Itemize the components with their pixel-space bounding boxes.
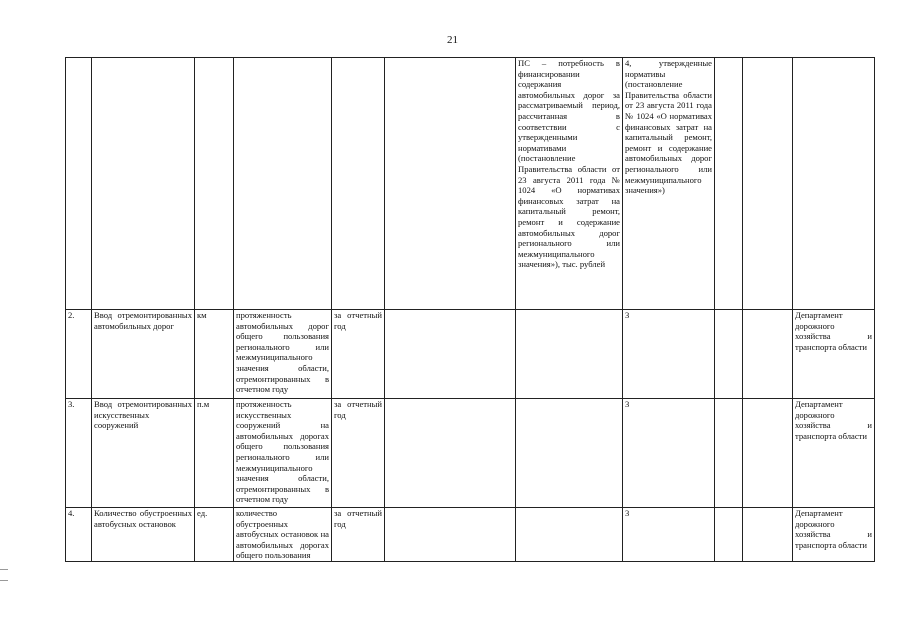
table-row (66, 508, 875, 562)
cell-empty (234, 58, 332, 310)
cell-empty (385, 399, 516, 508)
table-row (66, 399, 875, 508)
cell-empty (715, 310, 743, 399)
code-cell: 3 (623, 399, 715, 508)
code-cell: 3 (623, 508, 715, 562)
responsible-cell: Департамент дорожного хозяйства и транспорта области (793, 399, 875, 508)
indicator-name: Ввод отремонтированных искусственных сооружений (92, 399, 195, 508)
code-cell: 3 (623, 310, 715, 399)
data-source-cell: 4, утвержденные нормативы (постановление Правительства области от 23 августа 2011 года № 1024 «О нормативах финансовых затрат на капитальный ремонт, ремонт и содержание автомобильных дорог регионального или межмуниципального значения») (623, 58, 715, 310)
unit-cell: ед. (195, 508, 234, 562)
cell-empty (516, 399, 623, 508)
indicators-table (65, 57, 875, 562)
definition-cell: количество обустроенных автобусных остановок на автомобильных дорогах общего пользования (234, 508, 332, 562)
responsible-cell: Департамент дорожного хозяйства и транспорта области (793, 508, 875, 562)
cell-empty (715, 508, 743, 562)
definition-cell: протяженность искусственных сооружений на автомобильных дорогах общего пользования регионального или межмуниципального значения области, отремонтированных в отчетном году (234, 399, 332, 508)
indicator-name: Ввод отремонтированных автомобильных дорог (92, 310, 195, 399)
period-cell: за отчетный год (332, 399, 385, 508)
cell-empty (385, 310, 516, 399)
row-number: 4. (66, 508, 92, 562)
calculation-method-cell: ПС – потребность в финансировании содержания автомобильных дорог за рассматриваемый период, рассчитанная в соответствии с утвержденными нормативами (постановление Правительства области от 23 августа 2011 года № 1024 «О нормативах финансовых затрат на капитальный ремонт, ремонт и содержание автомобильных дорог регионального или межмуниципального значения»), тыс. рублей (516, 58, 623, 310)
definition-cell: протяженность автомобильных дорог общего пользования регионального или межмуниципального значения области, отремонтированных в отчетном году (234, 310, 332, 399)
row-number: 2. (66, 310, 92, 399)
scan-edge-mark (0, 580, 8, 581)
cell-empty (92, 58, 195, 310)
cell-empty (715, 399, 743, 508)
scan-edge-mark (0, 569, 8, 570)
cell-empty (715, 58, 743, 310)
cell-empty (516, 508, 623, 562)
cell-empty (743, 399, 793, 508)
cell-empty (385, 58, 516, 310)
table-row-continuation (66, 58, 875, 310)
period-cell: за отчетный год (332, 310, 385, 399)
cell-empty (743, 508, 793, 562)
page-number: 21 (447, 34, 458, 46)
cell-empty (385, 508, 516, 562)
unit-cell: км (195, 310, 234, 399)
responsible-cell: Департамент дорожного хозяйства и транспорта области (793, 310, 875, 399)
cell-empty (195, 58, 234, 310)
cell-empty (516, 310, 623, 399)
cell-empty (743, 310, 793, 399)
unit-cell: п.м (195, 399, 234, 508)
cell-empty (66, 58, 92, 310)
table-row (66, 310, 875, 399)
cell-empty (332, 58, 385, 310)
cell-empty (743, 58, 793, 310)
indicator-name: Количество обустроенных автобусных остановок (92, 508, 195, 562)
period-cell: за отчетный год (332, 508, 385, 562)
row-number: 3. (66, 399, 92, 508)
cell-empty (793, 58, 875, 310)
